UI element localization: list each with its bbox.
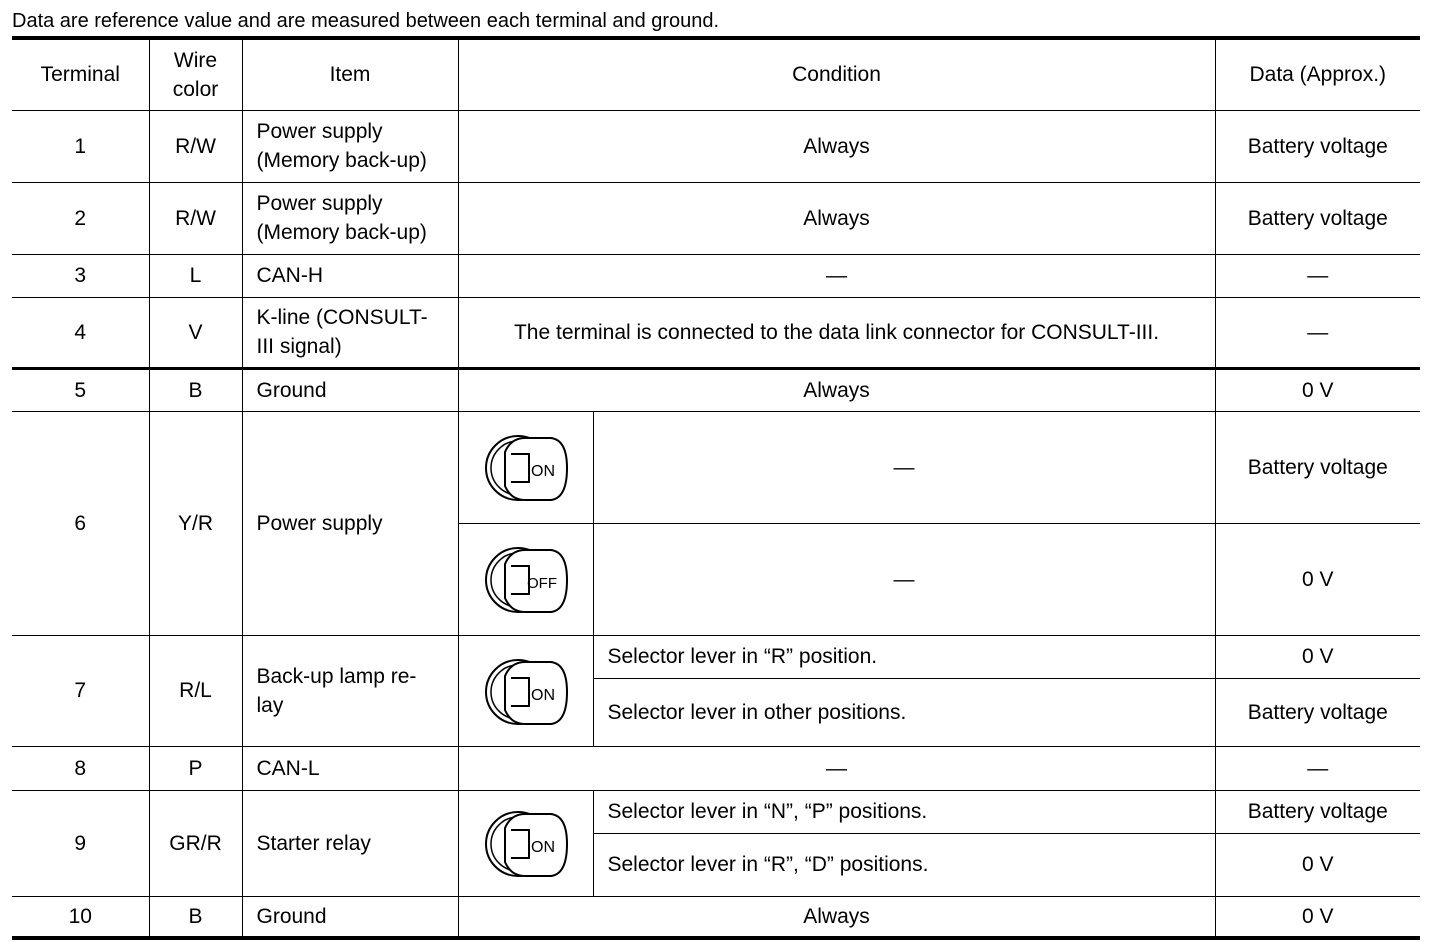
condition-cell: — <box>593 411 1215 523</box>
item-cell <box>242 182 458 254</box>
item-line2: III signal) <box>256 335 342 358</box>
condition-cell: — <box>458 746 1215 790</box>
condition-cell: Selector lever in “R” position. <box>593 635 1215 678</box>
item-cell: Power supply <box>242 411 458 635</box>
data-cell: 0 V <box>1215 523 1420 635</box>
data-cell: Battery voltage <box>1215 110 1420 182</box>
condition-cell: Selector lever in “R”, “D” positions. <box>593 833 1215 896</box>
header-wire-color <box>149 38 242 110</box>
table-row <box>12 635 1420 678</box>
ignition-key-on-icon <box>481 424 571 510</box>
item-line1: Power supply <box>256 120 383 143</box>
ignition-on-cell <box>458 635 593 746</box>
table-row <box>12 368 1420 411</box>
reference-note: Data are reference value and are measured between each terminal and ground. <box>12 10 720 32</box>
condition-cell: Selector lever in other positions. <box>593 678 1215 746</box>
wire-color-cell: B <box>149 368 242 411</box>
condition-cell: Always <box>458 182 1215 254</box>
terminal-cell: 8 <box>12 746 149 790</box>
item-cell <box>242 635 458 746</box>
header-wire-color-line1: Wire <box>173 48 218 72</box>
header-data: Data (Approx.) <box>1215 38 1420 110</box>
terminal-cell: 5 <box>12 368 149 411</box>
item-cell: Ground <box>242 896 458 938</box>
data-cell: Battery voltage <box>1215 678 1420 746</box>
condition-cell: The terminal is connected to the data link connector for CONSULT-III. <box>458 297 1215 368</box>
table-row <box>12 896 1420 938</box>
terminal-cell: 2 <box>12 182 149 254</box>
header-terminal: Terminal <box>12 38 149 110</box>
table-row <box>12 297 1420 368</box>
item-cell <box>242 297 458 368</box>
data-cell: Battery voltage <box>1215 182 1420 254</box>
data-cell: 0 V <box>1215 833 1420 896</box>
table-row <box>12 182 1420 254</box>
header-item: Item <box>242 38 458 110</box>
item-cell: CAN-H <box>242 254 458 297</box>
terminal-data-table <box>12 36 1420 940</box>
item-cell: Ground <box>242 368 458 411</box>
table-row <box>12 411 1420 523</box>
item-cell: CAN-L <box>242 746 458 790</box>
ignition-key-off-icon <box>481 536 571 622</box>
item-line1: K-line (CONSULT- <box>256 306 428 329</box>
ignition-key-label: OFF <box>526 575 557 592</box>
wire-color-cell: P <box>149 746 242 790</box>
item-line2: (Memory back-up) <box>256 221 427 244</box>
data-cell: — <box>1215 297 1420 368</box>
wire-color-cell: L <box>149 254 242 297</box>
data-cell: — <box>1215 254 1420 297</box>
data-cell: 0 V <box>1215 368 1420 411</box>
condition-cell: Selector lever in “N”, “P” positions. <box>593 790 1215 833</box>
wire-color-cell: GR/R <box>149 790 242 896</box>
ignition-on-cell <box>458 411 593 523</box>
condition-cell: — <box>458 254 1215 297</box>
condition-cell: Always <box>458 896 1215 938</box>
wire-color-cell: V <box>149 297 242 368</box>
ignition-key-label: ON <box>530 839 555 856</box>
data-cell: 0 V <box>1215 896 1420 938</box>
wire-color-cell: B <box>149 896 242 938</box>
data-cell: 0 V <box>1215 635 1420 678</box>
terminal-cell: 9 <box>12 790 149 896</box>
item-cell: Starter relay <box>242 790 458 896</box>
terminal-cell: 6 <box>12 411 149 635</box>
ignition-key-label: ON <box>530 686 555 704</box>
data-cell: Battery voltage <box>1215 411 1420 523</box>
ignition-key-on-icon <box>481 800 571 886</box>
table-header-row <box>12 38 1420 110</box>
terminal-cell: 1 <box>12 110 149 182</box>
item-line1: Power supply <box>256 192 383 215</box>
wire-color-cell: R/W <box>149 110 242 182</box>
terminal-cell: 3 <box>12 254 149 297</box>
terminal-cell: 10 <box>12 896 149 938</box>
ignition-key-label: ON <box>530 463 555 480</box>
condition-cell: — <box>593 523 1215 635</box>
table-row <box>12 746 1420 790</box>
table-row <box>12 254 1420 297</box>
data-cell: — <box>1215 746 1420 790</box>
condition-cell: Always <box>458 110 1215 182</box>
ignition-key-on-icon <box>481 648 571 734</box>
item-cell <box>242 110 458 182</box>
header-wire-color-line2: color <box>172 77 219 101</box>
header-condition: Condition <box>458 38 1215 110</box>
data-cell: Battery voltage <box>1215 790 1420 833</box>
ignition-off-cell <box>458 523 593 635</box>
ignition-on-cell <box>458 790 593 896</box>
item-line1: Back-up lamp re- <box>256 664 417 688</box>
item-line2: lay <box>256 693 284 717</box>
table-row <box>12 110 1420 182</box>
table-row <box>12 790 1420 833</box>
wire-color-cell: R/L <box>149 635 242 746</box>
wire-color-cell: R/W <box>149 182 242 254</box>
item-line2: (Memory back-up) <box>256 149 427 172</box>
wire-color-cell: Y/R <box>149 411 242 635</box>
terminal-cell: 7 <box>12 635 149 746</box>
terminal-cell: 4 <box>12 297 149 368</box>
condition-cell: Always <box>458 368 1215 411</box>
